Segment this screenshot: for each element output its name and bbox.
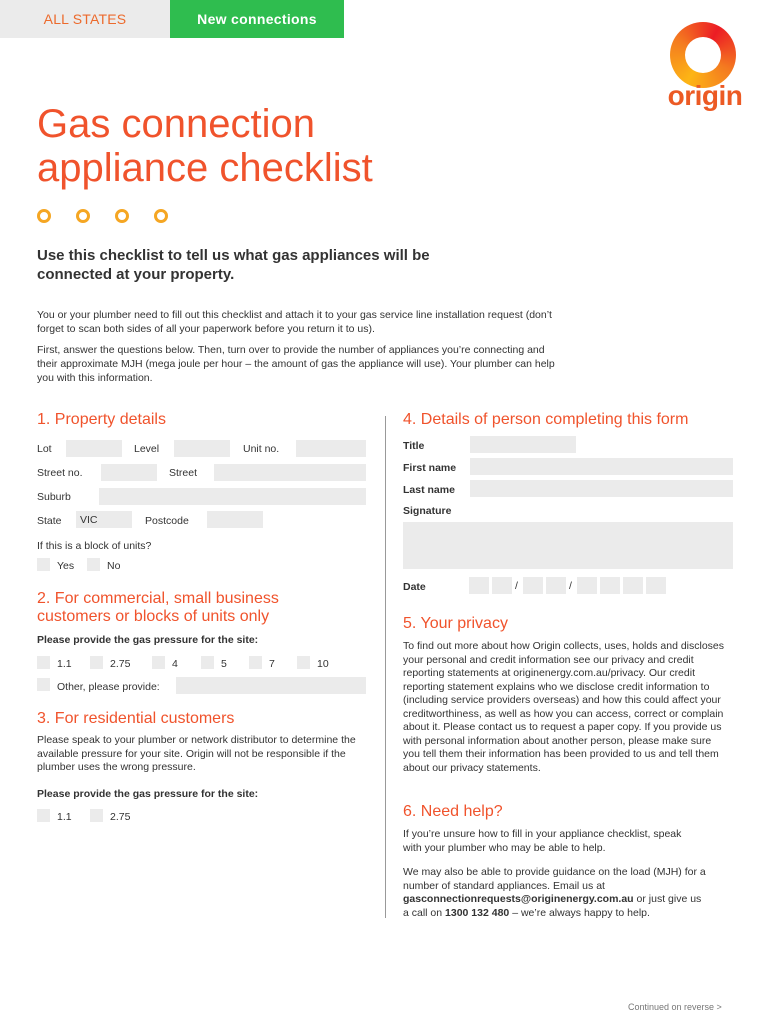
pressure-option-label: 2.75	[110, 658, 131, 670]
signature-field[interactable]	[403, 522, 733, 569]
street-no-label: Street no.	[37, 467, 83, 479]
no-checkbox[interactable]	[87, 558, 100, 571]
pressure-checkbox-4[interactable]	[152, 656, 165, 669]
section-heading-property: 1. Property details	[37, 411, 166, 428]
intro-paragraph-1: You or your plumber need to fill out this checklist and attach it to your gas service line installation request (don’t forget to scan both sides of all your paperwork before you return it to us).	[37, 309, 552, 335]
no-label: No	[107, 560, 121, 572]
state-label: State	[37, 515, 62, 527]
commercial-pressure-prompt: Please provide the gas pressure for the site:	[37, 634, 259, 646]
first-name-label: First name	[403, 462, 457, 474]
pressure-checkbox-other[interactable]	[37, 678, 50, 691]
section-heading-person: 4. Details of person completing this form	[403, 411, 689, 428]
decorative-dots	[37, 209, 168, 223]
section-heading-commercial: 2. For commercial, small business customers or blocks of units only	[37, 590, 279, 625]
pressure-checkbox-5[interactable]	[201, 656, 214, 669]
suburb-label: Suburb	[37, 491, 71, 503]
date-year-4[interactable]	[646, 577, 666, 594]
res-pressure-option-label: 2.75	[110, 811, 131, 823]
help-paragraph-1: If you’re unsure how to fill in your appliance checklist, speak with your plumber who may be able to help.	[403, 828, 682, 854]
title-line-1: Gas connection	[37, 102, 315, 146]
date-separator: /	[515, 580, 518, 592]
res-pressure-checkbox-2-75[interactable]	[90, 809, 103, 822]
help-text-b: or just give us a call on	[403, 893, 702, 919]
intro-paragraph-2: First, answer the questions below. Then, turn over to provide the number of appliances you’re connecting and their approximate MJH (mega joule per hour – the amount of gas the appliance will use). Your plumber can help you with this information.	[37, 344, 555, 384]
street-label: Street	[169, 467, 198, 479]
tab-new-connections[interactable]: New connections	[170, 0, 344, 38]
pressure-checkbox-7[interactable]	[249, 656, 262, 669]
title-line-2: appliance checklist	[37, 146, 373, 190]
residential-text: Please speak to your plumber or network distributor to determine the available pressure for your site. Origin will not be responsible if the plumber uses the wrong pressure.	[37, 734, 356, 773]
logo-text: origin	[667, 80, 743, 111]
pressure-option-label: 5	[221, 658, 227, 670]
unit-no-label: Unit no.	[243, 443, 280, 455]
pressure-checkbox-1-1[interactable]	[37, 656, 50, 669]
res-pressure-option-label: 1.1	[57, 811, 72, 823]
level-field[interactable]	[174, 440, 230, 457]
date-day-1[interactable]	[469, 577, 489, 594]
unit-no-field[interactable]	[296, 440, 366, 457]
dot-icon	[76, 209, 90, 223]
help-text-c: – we’re always happy to help.	[512, 906, 650, 919]
yes-label: Yes	[57, 560, 75, 572]
yes-checkbox[interactable]	[37, 558, 50, 571]
pressure-checkbox-10[interactable]	[297, 656, 310, 669]
help-paragraph-2	[403, 866, 708, 920]
page-title	[37, 102, 557, 190]
date-separator: /	[569, 580, 572, 592]
tab-all-states[interactable]: ALL STATES	[0, 0, 170, 38]
date-day-2[interactable]	[492, 577, 512, 594]
continued-on-reverse: Continued on reverse >	[628, 1002, 722, 1012]
lot-label: Lot	[37, 443, 52, 455]
pressure-option-label: 7	[269, 658, 275, 670]
date-month-2[interactable]	[546, 577, 566, 594]
date-year-3[interactable]	[623, 577, 643, 594]
date-year-2[interactable]	[600, 577, 620, 594]
title-field[interactable]	[470, 436, 576, 453]
residential-pressure-prompt: Please provide the gas pressure for the site:	[37, 788, 259, 800]
postcode-field[interactable]	[207, 511, 263, 528]
dot-icon	[115, 209, 129, 223]
pressure-option-label: 10	[317, 658, 329, 670]
intro-lead: Use this checklist to tell us what gas appliances will be connected at your property.	[37, 247, 430, 283]
other-pressure-field[interactable]	[176, 677, 366, 694]
section-heading-privacy: 5. Your privacy	[403, 615, 508, 632]
res-pressure-checkbox-1-1[interactable]	[37, 809, 50, 822]
pressure-option-label: 4	[172, 658, 178, 670]
help-phone: 1300 132 480	[445, 906, 510, 919]
origin-logo	[662, 22, 748, 118]
street-no-field[interactable]	[101, 464, 157, 481]
lot-field[interactable]	[66, 440, 122, 457]
other-label: Other, please provide:	[57, 681, 160, 693]
last-name-field[interactable]	[470, 480, 733, 497]
postcode-label: Postcode	[145, 515, 189, 527]
street-field[interactable]	[214, 464, 366, 481]
dot-icon	[154, 209, 168, 223]
last-name-label: Last name	[403, 484, 455, 496]
section-heading-help: 6. Need help?	[403, 803, 503, 820]
level-label: Level	[134, 443, 160, 455]
date-month-1[interactable]	[523, 577, 543, 594]
state-field[interactable]: VIC	[76, 511, 132, 528]
date-year-1[interactable]	[577, 577, 597, 594]
suburb-field[interactable]	[99, 488, 366, 505]
privacy-text: To find out more about how Origin collects, uses, holds and discloses your personal and credit information see our privacy and credit reporting statements at originenergy.com.au/privacy. Our credit reporting statement explains who we disclose credit information to (including service providers overseas) and how this could affect your creditworthiness, as well as how you can access, correct or complain about it. Please contact us to request a paper copy. If you provide us with personal information about another person, please make sure you tell them their information has been provided to us and tell them about our privacy statements.	[403, 640, 725, 774]
date-label: Date	[403, 581, 426, 593]
column-divider	[385, 416, 386, 918]
dot-icon	[37, 209, 51, 223]
first-name-field[interactable]	[470, 458, 733, 475]
title-label: Title	[403, 440, 425, 452]
pressure-checkbox-2-75[interactable]	[90, 656, 103, 669]
signature-label: Signature	[403, 505, 452, 517]
help-email-link[interactable]: gasconnectionrequests@originenergy.com.au	[403, 893, 634, 905]
section-heading-residential: 3. For residential customers	[37, 710, 235, 727]
pressure-option-label: 1.1	[57, 658, 72, 670]
help-text-a: We may also be able to provide guidance on the load (MJH) for a number of standard appliances. Email us at	[403, 866, 706, 892]
block-question: If this is a block of units?	[37, 540, 152, 552]
logo-ring-icon	[670, 22, 736, 88]
